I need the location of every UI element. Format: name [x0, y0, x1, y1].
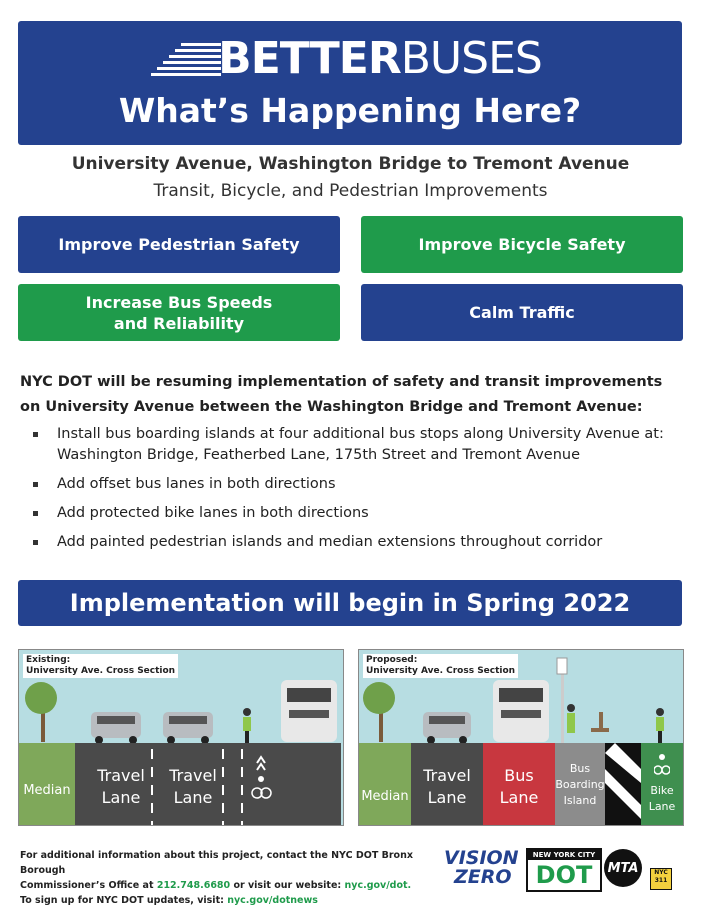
- footer-line-1: For additional information about this project, contact the NYC DOT Bronx Borough: [20, 850, 413, 876]
- bus-boarding-island: [555, 743, 605, 825]
- bus-stop-sign-icon: [557, 658, 567, 744]
- goal-bicycle-safety: Improve Bicycle Safety: [361, 216, 683, 273]
- bench-icon: [591, 712, 609, 732]
- phone-link[interactable]: 212.748.6680: [156, 880, 231, 891]
- footer-text-fragment: or visit our website:: [230, 880, 345, 891]
- nyc-dot-logo: [526, 848, 602, 892]
- dot-logo-text: DOT: [535, 861, 593, 889]
- travel-lane-label: Travel Lane: [169, 766, 217, 807]
- project-subtitle: Transit, Bicycle, and Pedestrian Improvements: [153, 181, 548, 201]
- list-item: Install bus boarding islands at four additional bus stops along University Avenue at: Washington Bridge, Featherbed Lane, 175th Street and Tremont Avenue: [20, 424, 690, 466]
- bike-lane-label: Bike Lane: [648, 784, 676, 813]
- median-lane: [19, 743, 75, 825]
- brand-light: BUSES: [400, 33, 542, 84]
- goal-pedestrian-safety: Improve Pedestrian Safety: [18, 216, 340, 273]
- cyclist-icon: [656, 708, 664, 743]
- dot-logo-top: NEW YORK CITY: [528, 850, 600, 860]
- proposed-tag-subtitle: University Ave. Cross Section: [366, 666, 516, 676]
- bus-icon: [493, 680, 549, 742]
- car-icon: [423, 712, 471, 744]
- nyc-311-logo: [650, 868, 672, 890]
- median-label: Median: [23, 783, 71, 798]
- vision-zero-logo: [444, 849, 519, 887]
- car-icon: [163, 712, 213, 744]
- intro-text: NYC DOT will be resuming implementation of safety and transit improvements on University Avenue between the Washington Bridge and Tremont Avenue:: [20, 374, 663, 415]
- travel-lane-label: Travel Lane: [97, 766, 145, 807]
- buffer-stripes: [605, 743, 641, 825]
- brand-logo: [18, 33, 682, 85]
- proposed-cross-section: [358, 649, 684, 826]
- footer-line-3: [20, 893, 440, 908]
- mta-logo: MTA: [604, 849, 642, 887]
- median-label: Median: [361, 789, 409, 804]
- tree-icon: [25, 682, 57, 742]
- travel-lane-label: Travel Lane: [423, 766, 471, 807]
- header-banner: [18, 21, 682, 145]
- brand-bold: BETTER: [218, 33, 401, 84]
- list-item: Add protected bike lanes in both directions: [20, 503, 690, 524]
- bus-boarding-island-label: Bus Boarding Island: [555, 762, 605, 807]
- dotnews-link[interactable]: nyc.gov/dotnews: [227, 895, 318, 906]
- median-lane: [359, 743, 411, 825]
- cyclist-icon: [243, 708, 251, 743]
- vision-zero-bottom: ZERO: [454, 866, 512, 888]
- nyc311-top: NYC: [654, 869, 668, 876]
- car-icon: [91, 712, 141, 744]
- bus-lane: [483, 743, 555, 825]
- footer-text-fragment: Commissioner’s Office at: [20, 880, 157, 891]
- vision-zero-top: VISION: [444, 847, 519, 869]
- footer-line-2: [20, 878, 440, 893]
- existing-illustration: [19, 650, 343, 745]
- travel-lane: [411, 743, 483, 825]
- website-link[interactable]: nyc.gov/dot.: [344, 880, 412, 891]
- proposed-illustration: [359, 650, 683, 745]
- tree-icon: [363, 682, 395, 742]
- goal-bus-speeds: Increase Bus Speeds and Reliability: [18, 284, 340, 341]
- lane-markings: [75, 743, 341, 825]
- bus-icon: [281, 680, 337, 742]
- existing-tag-title: Existing:: [26, 655, 71, 665]
- page-title: What’s Happening Here?: [118, 91, 582, 130]
- improvements-list: [20, 424, 690, 561]
- bike-lane: [641, 743, 683, 825]
- bike-icon: [654, 753, 670, 777]
- footer-text-fragment: To sign up for NYC DOT updates, visit:: [20, 895, 228, 906]
- project-location: University Avenue, Washington Bridge to Tremont Avenue: [71, 154, 630, 174]
- pedestrian-icon: [567, 704, 575, 733]
- list-item: Add painted pedestrian islands and median extensions throughout corridor: [20, 532, 690, 553]
- nyc311-bottom: 311: [654, 877, 668, 884]
- footer-contact: [20, 848, 440, 908]
- existing-cross-section: [18, 649, 344, 826]
- list-item: Add offset bus lanes in both directions: [20, 474, 690, 495]
- bus-lane-label: Bus Lane: [499, 766, 539, 807]
- roadway: [75, 743, 341, 825]
- goal-calm-traffic: Calm Traffic: [361, 284, 683, 341]
- existing-tag-subtitle: University Ave. Cross Section: [26, 666, 176, 676]
- implementation-banner: Implementation will begin in Spring 2022: [18, 580, 682, 626]
- proposed-tag-title: Proposed:: [366, 655, 418, 665]
